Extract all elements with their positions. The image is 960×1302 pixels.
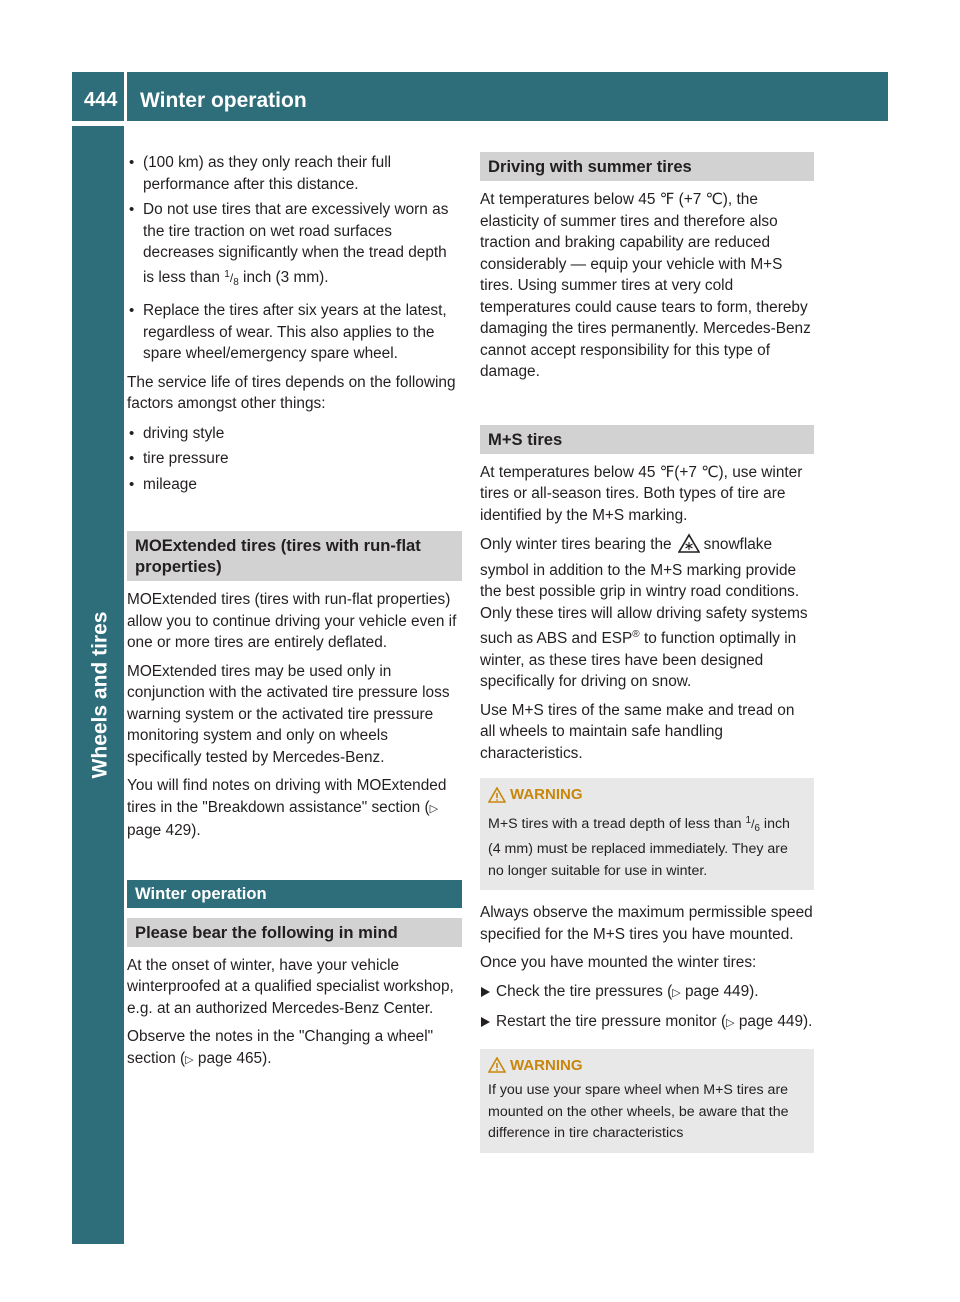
left-column: [127, 152, 462, 1078]
step-item: Restart the tire pressure monitor (▷ page 449).: [480, 1011, 814, 1035]
side-tab-label: Wheels and tires: [88, 611, 112, 779]
list-item: • Do not use tires that are excessively worn as the tire traction on wet road surfaces decreases significantly when the tread depth is less than $^1/_8$ inch (3 mm).: [127, 199, 462, 293]
fraction: $^1/_8$: [224, 268, 239, 288]
warning-title: WARNING: [488, 784, 804, 806]
paragraph: At the onset of winter, have your vehicle winterproofed at a qualified specialist workshop, e.g. at an authorized Mercedes-Benz Center.: [127, 956, 454, 1017]
paragraph: Once you have mounted the winter tires:: [480, 954, 757, 972]
warning-box: [480, 778, 814, 890]
warning-text: M+S tires with a tread depth of less than $^1/_6$ inch (4 mm) must be replaced immediately. They are no longer suitable for use in winter.: [488, 814, 790, 879]
page-ref-icon: ▷: [185, 1053, 194, 1066]
paragraph: Use M+S tires of the same make and tread on all wheels to maintain safe handling characteristics.: [480, 701, 795, 762]
paragraph: Observe the notes in the "Changing a wheel" section (▷ page 465).: [127, 1028, 434, 1067]
section-heading-summer-tires: Driving with summer tires: [480, 152, 814, 181]
step-item: Check the tire pressures (▷ page 449).: [480, 981, 814, 1005]
right-column: [480, 152, 814, 1165]
section-heading-bear-in-mind: Please bear the following in mind: [127, 918, 462, 947]
paragraph: At temperatures below 45 ℉(+7 ℃), use winter tires or all-season tires. Both types of tire are identified by the M+S marking.: [480, 463, 803, 524]
warning-text: If you use your spare wheel when M+S tires are mounted on the other wheels, be aware that the difference in tire characteristics: [488, 1082, 789, 1142]
list-item: • Replace the tires after six years at the latest, regardless of wear. This also applies to the spare wheel/emergency spare wheel.: [127, 300, 462, 365]
list-item: • driving style: [127, 423, 462, 445]
warning-triangle-icon: [488, 1057, 506, 1073]
paragraph: MOExtended tires (tires with run-flat properties) allow you to continue driving your vehicle even if one or more tires are entirely deflated.: [127, 591, 457, 651]
page-ref-icon: ▷: [726, 1017, 735, 1030]
section-heading-winter-operation: Winter operation: [127, 880, 462, 908]
snowflake-mountain-icon: [678, 533, 700, 560]
warning-box: [480, 1049, 814, 1153]
section-heading-ms-tires: M+S tires: [480, 425, 814, 454]
service-life-text: The service life of tires depends on the following factors amongst other things:: [127, 373, 456, 412]
fraction: $^1/_6$: [745, 814, 760, 834]
warning-title: WARNING: [488, 1055, 804, 1077]
list-item: • mileage: [127, 474, 462, 496]
paragraph: At temperatures below 45 ℉ (+7 ℃), the elasticity of summer tires and therefore also traction and braking capability are reduced considerably — equip your vehicle with M+S tires. Using summer tires at very cold temperatures could cause tears to form, thereby damaging the tires permanently. Mercedes-Benz cannot accept responsibility for this type of damage.: [480, 191, 811, 380]
page-number: 444: [84, 89, 118, 111]
paragraph: Always observe the maximum permissible speed specified for the M+S tires you have mounted.: [480, 904, 813, 943]
intro-continuation: • (100 km) as they only reach their full performance after this distance.: [127, 152, 462, 195]
paragraph: You will find notes on driving with MOExtended tires in the "Breakdown assistance" section (▷ page 429).: [127, 777, 447, 839]
warning-triangle-icon: [488, 787, 506, 803]
paragraph: MOExtended tires may be used only in conjunction with the activated tire pressure loss warning system or the activated tire pressure monitoring system and only on wheels specifically tested by Mercedes-Benz.: [127, 662, 450, 766]
list-item: • tire pressure: [127, 448, 462, 470]
paragraph: Only winter tires bearing the snowflake symbol in addition to the M+S marking provide the best possible grip in wintry road conditions. Only these tires will allow driving safety systems such as ABS and ESP® to function optimally in winter, as these tires have been designed specifically for driving on snow.: [480, 533, 814, 693]
page-ref-icon: ▷: [672, 986, 681, 999]
section-heading-moextended: MOExtended tires (tires with run-flat properties): [127, 531, 462, 581]
header-divider: [124, 72, 127, 121]
page-title: Winter operation: [140, 89, 307, 112]
page-ref-icon: ▷: [429, 802, 439, 815]
